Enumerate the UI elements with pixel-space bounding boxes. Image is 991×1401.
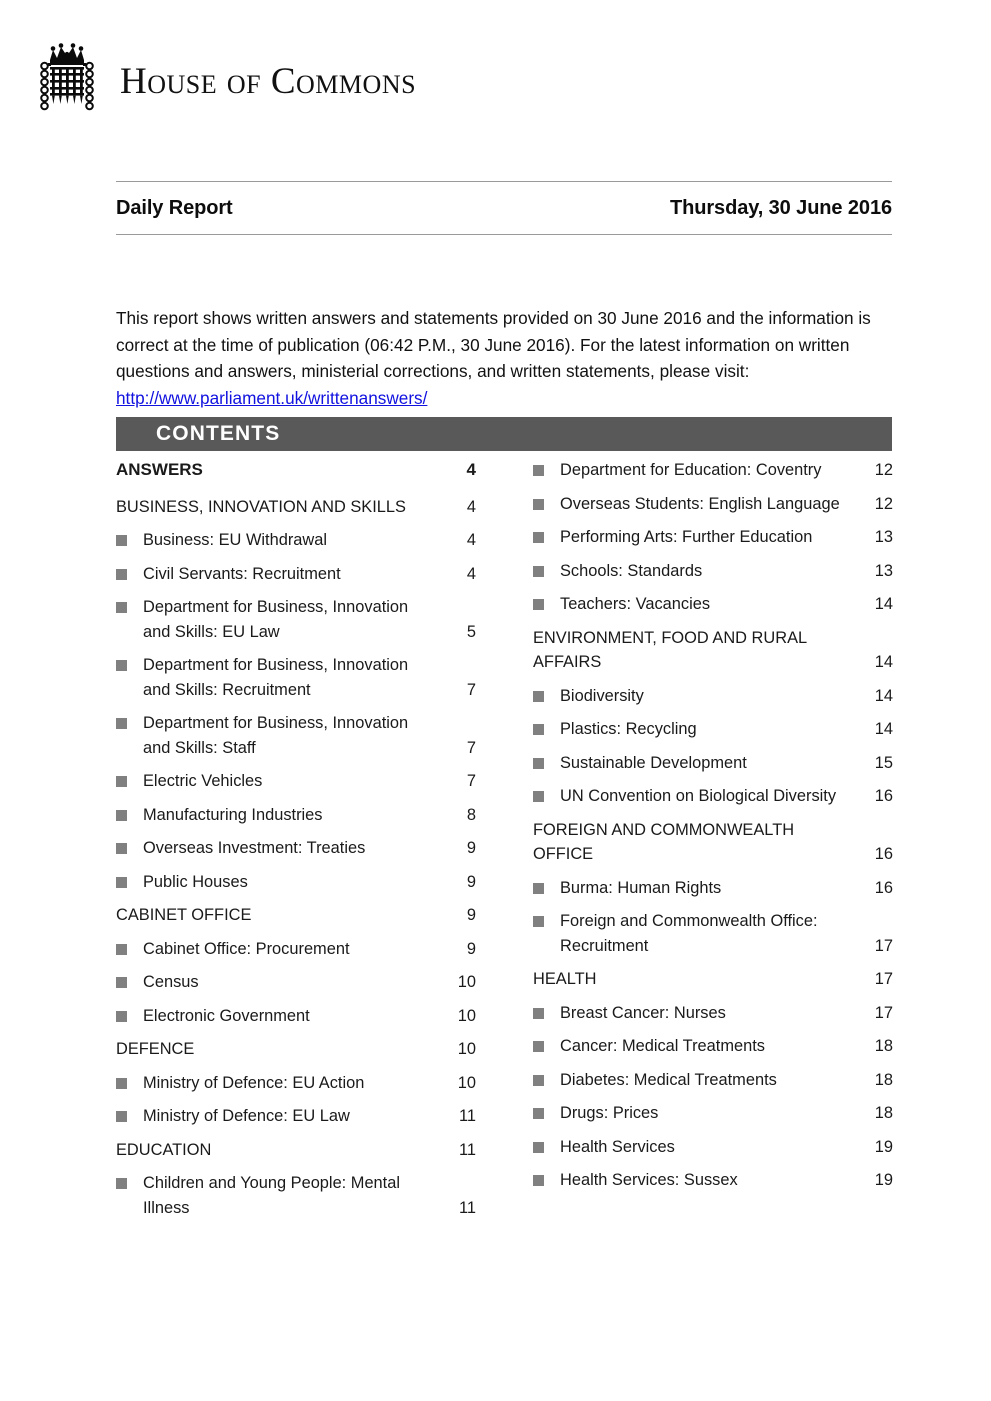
toc-department-heading[interactable] (116, 1037, 476, 1062)
toc-entry[interactable] (116, 803, 476, 828)
bullet-square-icon (533, 1168, 560, 1186)
toc-entry-page-number: 15 (874, 753, 893, 772)
toc-entry[interactable] (533, 876, 893, 901)
toc-entry-page-number: 9 (466, 872, 476, 891)
toc-entry[interactable] (533, 592, 893, 617)
toc-entry-label: Biodiversity (560, 686, 644, 705)
bullet-square-icon (533, 1034, 560, 1052)
bullet-square-icon (116, 937, 143, 955)
toc-entry-page-number: 7 (466, 738, 476, 757)
toc-entry-label: BUSINESS, INNOVATION AND SKILLS (116, 497, 406, 516)
toc-entry-page-number: 18 (874, 1104, 893, 1122)
toc-entry-page-number: 11 (458, 1140, 476, 1159)
toc-entry[interactable] (116, 1104, 476, 1129)
toc-entry[interactable] (533, 1068, 893, 1093)
toc-entry-label: Electric Vehicles (143, 772, 263, 790)
report-date: Thursday, 30 June 2016 (670, 196, 892, 219)
contents-heading-bar (116, 417, 892, 451)
toc-entry-label: Schools: Standards (560, 561, 703, 580)
bullet-square-icon (533, 525, 560, 543)
toc-department-heading[interactable] (116, 1138, 476, 1163)
bullet-square-icon (533, 559, 560, 577)
toc-entry-page-number: 12 (874, 494, 893, 513)
toc-entry[interactable] (116, 870, 476, 895)
toc-entry-label: FOREIGN AND COMMONWEALTH OFFICE (533, 820, 795, 863)
masthead (36, 40, 416, 122)
toc-entry-label: Overseas Investment: Treaties (143, 839, 366, 857)
toc-entry-page-number: 11 (458, 1198, 476, 1217)
toc-entry-label: Teachers: Vacancies (560, 595, 711, 613)
toc-entry-label: Cancer: Medical Treatments (560, 1037, 765, 1055)
contents-label: CONTENTS (156, 422, 281, 445)
toc-entry-page-number: 10 (457, 973, 476, 991)
toc-entry-label: Department for Business, Innovation and Skills: Recruitment (143, 656, 409, 699)
portcullis-crown-icon (36, 42, 98, 120)
toc-entry-page-number: 9 (466, 939, 476, 958)
toc-entry[interactable] (116, 528, 476, 553)
bullet-square-icon (116, 1004, 143, 1022)
bullet-square-icon (533, 592, 560, 610)
bullet-square-icon (533, 1001, 560, 1019)
toc-entry-page-number: 4 (466, 531, 476, 549)
intro-paragraph (116, 305, 884, 411)
toc-entry[interactable] (116, 562, 476, 587)
bullet-square-icon (116, 562, 143, 580)
bullet-square-icon (116, 870, 143, 888)
toc-entry-label: Cabinet Office: Procurement (143, 939, 350, 958)
toc-entry[interactable] (533, 1135, 893, 1160)
toc-entry-label: Department for Education: Coventry (560, 461, 822, 479)
report-header (116, 181, 892, 235)
bullet-square-icon (116, 970, 143, 988)
toc-entry-page-number: 10 (457, 1006, 476, 1025)
toc-entry-label: Manufacturing Industries (143, 805, 323, 824)
toc-entry-page-number: 17 (874, 936, 893, 955)
toc-entry-label: Health Services: Sussex (560, 1171, 738, 1189)
toc-department-heading[interactable] (116, 495, 476, 520)
toc-entry[interactable] (533, 458, 893, 483)
bullet-square-icon (116, 711, 143, 729)
toc-entry-page-number: 7 (466, 772, 476, 790)
toc-entry-page-number: 19 (874, 1171, 893, 1189)
toc-entry[interactable] (533, 1034, 893, 1059)
toc-entry-label: Ministry of Defence: EU Law (143, 1107, 350, 1125)
bullet-square-icon (533, 1135, 560, 1153)
toc-entry-label: UN Convention on Biological Diversity (560, 787, 837, 805)
toc-entry[interactable] (116, 836, 476, 861)
toc-entry[interactable] (533, 751, 893, 776)
toc-entry-label: Children and Young People: Mental Illness (143, 1174, 400, 1217)
toc-entry-label: HEALTH (533, 970, 597, 988)
toc-entry-label: Electronic Government (143, 1006, 310, 1025)
bullet-square-icon (116, 528, 143, 546)
toc-entry-label: Civil Servants: Recruitment (143, 564, 341, 583)
bullet-square-icon (533, 684, 560, 702)
toc-entry[interactable] (116, 970, 476, 995)
toc-entry-page-number: 14 (874, 720, 893, 738)
toc-entry-label: Census (143, 973, 199, 991)
toc-entry-page-number: 18 (874, 1070, 893, 1089)
toc-entry-page-number: 4 (466, 497, 476, 516)
toc-entry-page-number: 7 (466, 680, 476, 699)
toc-department-heading[interactable] (533, 967, 893, 992)
bullet-square-icon (533, 876, 560, 894)
toc-entry[interactable] (116, 1171, 476, 1220)
toc-entry-page-number: 17 (874, 970, 893, 988)
toc-entry-label: Ministry of Defence: EU Action (143, 1073, 365, 1092)
toc-department-heading[interactable] (533, 626, 893, 675)
toc-entry-page-number: 16 (874, 787, 893, 805)
toc-entry[interactable] (533, 559, 893, 584)
toc-entry-page-number: 18 (874, 1037, 893, 1055)
written-answers-link[interactable]: http://www.parliament.uk/writtenanswers/ (116, 387, 428, 408)
bullet-square-icon (116, 1104, 143, 1122)
toc-entry-label: CABINET OFFICE (116, 906, 252, 924)
toc-entry[interactable] (116, 1004, 476, 1029)
bullet-square-icon (116, 836, 143, 854)
toc-entry-page-number: 4 (466, 564, 476, 583)
toc-entry-label: Plastics: Recycling (560, 720, 697, 738)
toc-entry[interactable] (116, 711, 476, 760)
toc-entry-label: Breast Cancer: Nurses (560, 1003, 726, 1022)
toc-department-heading[interactable] (116, 903, 476, 928)
bullet-square-icon (533, 1101, 560, 1119)
toc-entry-label: Department for Business, Innovation and Skills: Staff (143, 714, 409, 757)
toc-entry-page-number: 12 (874, 461, 893, 479)
toc-entry-page-number: 10 (457, 1040, 476, 1058)
toc-entry-page-number: 14 (874, 686, 893, 705)
toc-entry-page-number: 14 (874, 595, 893, 613)
toc-entry[interactable] (116, 595, 476, 644)
bullet-square-icon (533, 1068, 560, 1086)
toc-entry-label: Diabetes: Medical Treatments (560, 1070, 777, 1089)
toc-entry-page-number: 17 (874, 1003, 893, 1022)
page-title: Daily Report (116, 196, 233, 219)
toc-entry-page-number: 13 (874, 561, 893, 580)
bullet-square-icon (533, 492, 560, 510)
toc-section-heading[interactable] (116, 458, 476, 483)
toc-entry-page-number: 8 (466, 805, 476, 824)
toc-entry[interactable] (533, 684, 893, 709)
toc-entry[interactable] (533, 492, 893, 517)
toc-entry[interactable] (533, 1101, 893, 1126)
bullet-square-icon (116, 1071, 143, 1089)
bullet-square-icon (116, 1171, 143, 1189)
toc-entry[interactable] (116, 1071, 476, 1096)
toc-column-left (116, 458, 476, 1229)
toc-entry[interactable] (533, 909, 893, 958)
toc-entry-label: Drugs: Prices (560, 1104, 659, 1122)
toc-entry-label: Business: EU Withdrawal (143, 531, 328, 549)
bullet-square-icon (533, 751, 560, 769)
toc-entry[interactable] (533, 717, 893, 742)
toc-entry-label: Overseas Students: English Language (560, 494, 840, 513)
toc-entry-page-number: 9 (466, 906, 476, 924)
toc-entry-page-number: 19 (874, 1137, 893, 1156)
toc-entry[interactable] (116, 653, 476, 702)
toc-entry[interactable] (116, 937, 476, 962)
toc-entry-label: EDUCATION (116, 1140, 212, 1159)
toc-entry-page-number: 9 (466, 839, 476, 857)
toc-entry-label: Health Services (560, 1137, 675, 1156)
toc-entry-page-number: 16 (874, 878, 893, 897)
toc-entry-label: Performing Arts: Further Education (560, 528, 813, 546)
toc-entry[interactable] (533, 525, 893, 550)
table-of-contents (116, 458, 892, 1229)
toc-entry[interactable] (533, 1168, 893, 1193)
toc-entry-label: Foreign and Commonwealth Office: Recruitment (560, 912, 818, 955)
toc-entry-page-number: 14 (874, 653, 893, 671)
toc-entry-label: Public Houses (143, 872, 248, 891)
toc-entry-page-number: 10 (457, 1073, 476, 1092)
toc-entry[interactable] (533, 784, 893, 809)
bullet-square-icon (533, 717, 560, 735)
intro-text: This report shows written answers and statements provided on 30 June 2016 and the information is correct at the time of publication (06:42 P.M., 30 June 2016). For the latest information on written questions and answers, ministerial corrections, and written statements, please visit: (116, 308, 871, 382)
toc-entry-label: ANSWERS (116, 460, 203, 479)
toc-entry-label: Department for Business, Innovation and Skills: EU Law (143, 598, 409, 641)
toc-column-right (533, 458, 893, 1229)
toc-entry-label: Sustainable Development (560, 753, 747, 772)
toc-entry-page-number: 4 (466, 460, 476, 479)
bullet-square-icon (116, 769, 143, 787)
toc-entry-label: Burma: Human Rights (560, 878, 722, 897)
bullet-square-icon (116, 653, 143, 671)
bullet-square-icon (116, 803, 143, 821)
bullet-square-icon (533, 458, 560, 476)
toc-entry-page-number: 16 (874, 845, 893, 863)
toc-entry-page-number: 11 (458, 1107, 476, 1125)
toc-entry-label: DEFENCE (116, 1040, 195, 1058)
toc-entry[interactable] (116, 769, 476, 794)
toc-entry-page-number: 5 (466, 622, 476, 641)
bullet-square-icon (533, 909, 560, 927)
toc-entry-label: ENVIRONMENT, FOOD AND RURAL AFFAIRS (533, 628, 807, 671)
masthead-title: House of Commons (120, 60, 417, 102)
toc-entry[interactable] (533, 1001, 893, 1026)
bullet-square-icon (116, 595, 143, 613)
bullet-square-icon (533, 784, 560, 802)
toc-department-heading[interactable] (533, 818, 893, 867)
toc-entry-page-number: 13 (874, 528, 893, 546)
